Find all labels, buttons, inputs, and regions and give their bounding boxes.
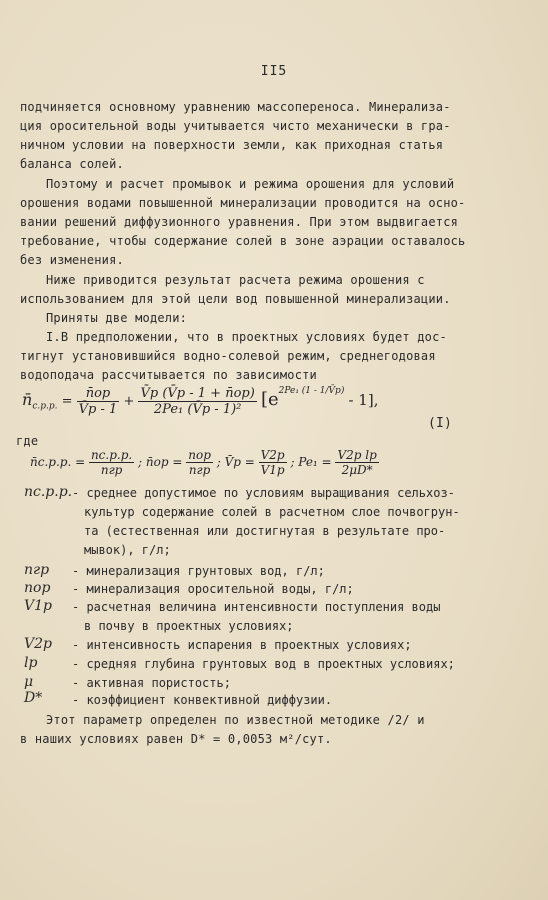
text-line: Этот параметр определен по известной методике /2/ и bbox=[46, 713, 425, 727]
definition-text: - интенсивность испарения в проектных условиях; bbox=[72, 638, 412, 652]
definition-text: та (естественная или достигнутая в результате про- bbox=[84, 524, 446, 538]
definition-symbol: D* bbox=[24, 690, 43, 706]
definition-text: в почву в проектных условиях; bbox=[84, 619, 294, 633]
definition-symbol: V1р bbox=[24, 598, 52, 614]
text-line: вании решений диффузионного уравнения. При этом выдвигается bbox=[20, 215, 459, 229]
equation-number: (I) bbox=[428, 416, 453, 431]
equation-lhs: n̄ bbox=[22, 390, 33, 409]
definition-text: - коэффициент конвективной диффузии. bbox=[72, 693, 333, 707]
text-line: баланса солей. bbox=[20, 157, 124, 171]
definition-symbol: nгр bbox=[24, 562, 50, 578]
definition-symbol: V2р bbox=[24, 636, 52, 652]
text-line: без изменения. bbox=[20, 253, 124, 267]
text-line: подчиняется основному уравнению массопереноса. Минерализа- bbox=[20, 100, 451, 114]
definition-text: культур содержание солей в расчетном слое почвогрун- bbox=[84, 505, 460, 519]
text-line: в наших условиях равен D* = 0,0053 м²/сут. bbox=[20, 732, 332, 746]
definition-text: мывок), г/л; bbox=[84, 543, 171, 557]
definition-text: - расчетная величина интенсивности поступления воды bbox=[72, 600, 441, 614]
equation-tail: - 1], bbox=[348, 391, 379, 409]
text-line: водоподача рассчитывается по зависимости bbox=[20, 368, 317, 382]
text-line: I.В предположении, что в проектных условиях будет дос- bbox=[46, 330, 447, 344]
equation-main: $n̄_{с.р.р.}$ = $\frac{n̄ор}{V̄р - 1}$ + $\frac{V̄р (V̄р - 1 + n̄ор)}{\text{2Pe₁ (V̄р - 1)²}}$ $[e^{2Pe_1 (1 - 1/V̄р)} - 1]$, bbox=[22, 386, 379, 417]
page-number: II5 bbox=[260, 64, 288, 79]
definition-text: - минерализация грунтовых вод, г/л; bbox=[72, 564, 325, 578]
text-line: тигнут установившийся водно-солевой режим, среднегодовая bbox=[20, 349, 436, 363]
definition-symbol: μ bbox=[24, 674, 34, 690]
equation-bracket: [e bbox=[260, 389, 279, 410]
definitions-formula: n̄с.р.р. = $\frac{nс.р.р.}{\text{nгр}}$ ; n̄ор = $\frac{\text{nор}}{\text{nгр}}$ ; V̄р = $\frac{V2р}{V1р}$ ; Pe₁ = $\frac{\text{V2р lр}}{2\mu D*}$ bbox=[30, 448, 377, 477]
text-line: Поэтому и расчет промывок и режима орошения для условий bbox=[46, 177, 455, 191]
text-line: орошения водами повышенной минерализации проводится на осно- bbox=[20, 196, 466, 210]
equation-lhs-sub: с.р.р. bbox=[32, 401, 58, 412]
text-line: требование, чтобы содержание солей в зоне аэрации оставалось bbox=[20, 234, 466, 248]
text-line: использованием для этой цели вод повышенной минерализации. bbox=[20, 292, 451, 306]
text-line: ция оросительной воды учитывается чисто механически в гра- bbox=[20, 119, 451, 133]
equation-exponent: 2Pe₁ (1 - 1/V̄р) bbox=[278, 386, 345, 396]
text-line: ничном условии на поверхности земли, как приходная статья bbox=[20, 138, 444, 152]
definition-text: - среднее допустимое по условиям выращивания сельхоз- bbox=[72, 486, 455, 500]
definition-text: - активная пористость; bbox=[72, 676, 231, 690]
where-label: где bbox=[16, 434, 39, 448]
definition-text: - минерализация оросительной воды, г/л; bbox=[72, 582, 354, 596]
definition-text: - средняя глубина грунтовых вод в проектных условиях; bbox=[72, 657, 455, 671]
definition-symbol: nс.р.р. bbox=[24, 484, 73, 500]
equation-fraction-2: $\frac{V̄р (V̄р - 1 + n̄ор)}{\text{2Pe₁ (V̄р - 1)²}}$ bbox=[140, 386, 255, 417]
equation-fraction-1: $\frac{n̄ор}{V̄р - 1}$ bbox=[78, 386, 118, 417]
text-line: Приняты две модели: bbox=[46, 311, 188, 325]
definition-symbol: lр bbox=[24, 655, 38, 671]
text-line: Ниже приводится результат расчета режима орошения с bbox=[46, 273, 425, 287]
definition-symbol: nор bbox=[24, 580, 51, 596]
